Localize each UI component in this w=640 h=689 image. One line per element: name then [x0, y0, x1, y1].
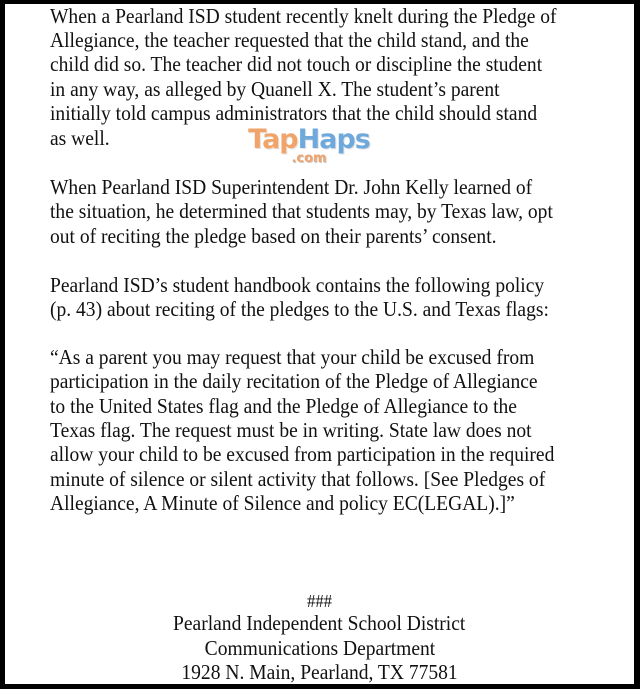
text-line: initially told campus administrators that the child should stand [50, 101, 538, 125]
text-line: the situation, he determined that students may, by Texas law, opt [50, 199, 553, 223]
department-name: Communications Department [204, 636, 435, 660]
text-line: Texas flag. The request must be in writing. State law does not [50, 418, 532, 442]
text-line: Allegiance, A Minute of Silence and policy EC(LEGAL).]” [50, 491, 515, 515]
organization-name: Pearland Independent School District [173, 611, 466, 635]
text-line: as well. [50, 126, 110, 150]
text-line: minute of silence or silent activity that follows. [See Pledges of [50, 467, 546, 491]
text-line: When a Pearland ISD student recently knelt during the Pledge of [50, 4, 557, 28]
text-line: in any way, as alleged by Quanell X. The student’s parent [50, 77, 500, 101]
text-line: When Pearland ISD Superintendent Dr. John Kelly learned of [50, 175, 533, 199]
text-line: to the United States flag and the Pledge of Allegiance to the [50, 394, 517, 418]
address: 1928 N. Main, Pearland, TX 77581 [181, 660, 458, 684]
text-line: Pearland ISD’s student handbook contains the following policy [50, 273, 545, 297]
text-line: participation in the daily recitation of the Pledge of Allegiance [50, 369, 538, 393]
logo-tap-text: Tap [248, 124, 298, 155]
text-line: Allegiance, the teacher requested that the child stand, and the [50, 28, 529, 52]
text-line: allow your child to be excused from participation in the required [50, 442, 555, 466]
logo-com-text: .com [291, 151, 327, 166]
end-mark: ### [306, 591, 333, 611]
text-line: (p. 43) about reciting of the pledges to the U.S. and Texas flags: [50, 297, 549, 321]
logo-haps-text: Haps [297, 124, 370, 155]
taphaps-watermark-logo [239, 125, 379, 173]
document-page [5, 4, 634, 684]
text-line: out of reciting the pledge based on their parents’ consent. [50, 224, 497, 248]
text-line: child did so. The teacher did not touch or discipline the student [50, 52, 543, 76]
text-line: “As a parent you may request that your child be excused from [50, 345, 535, 369]
